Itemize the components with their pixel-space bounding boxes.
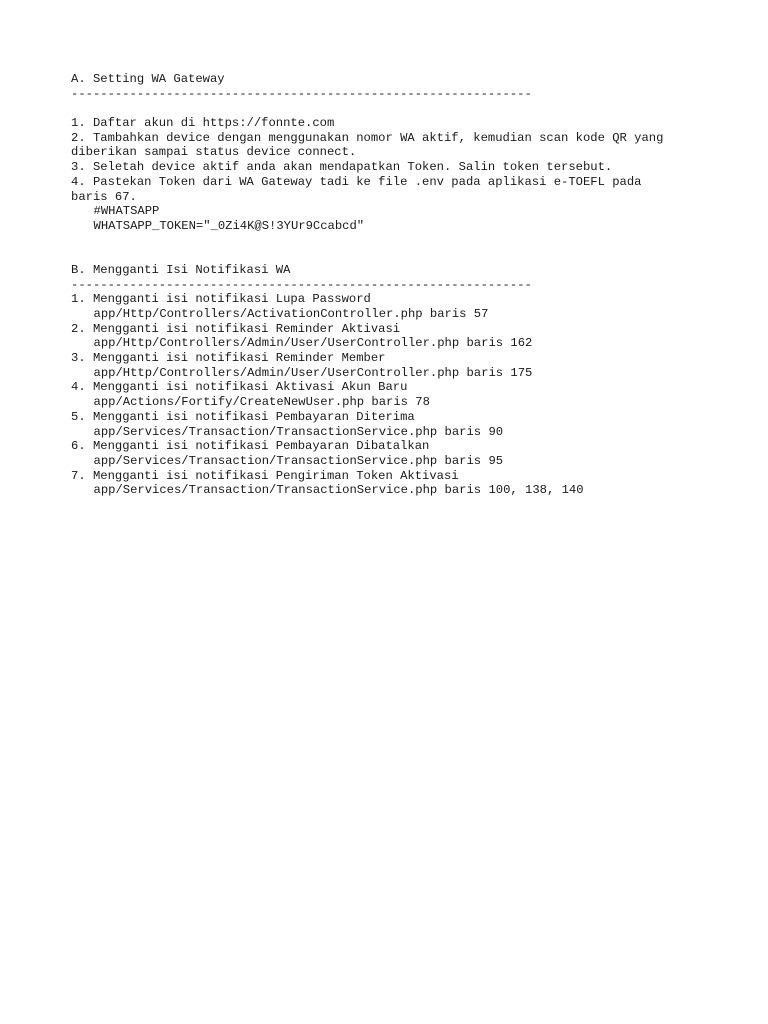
list-item-path: app/Http/Controllers/Admin/User/UserController.php baris 175 [93, 365, 533, 380]
document-page [71, 72, 731, 498]
list-item: 2. Mengganti isi notifikasi Reminder Aktivasi [71, 321, 401, 336]
list-item-path: app/Services/Transaction/TransactionService.php baris 100, 138, 140 [93, 483, 584, 498]
list-item-path: app/Http/Controllers/ActivationController.php baris 57 [93, 307, 489, 321]
list-item: 1. Mengganti isi notifikasi Lupa Password [71, 292, 371, 307]
spacer [71, 101, 731, 116]
section-b-divider: --------------------------------------------------------------- [71, 277, 532, 292]
step-4: 4. Pastekan Token dari WA Gateway tadi ke file .env pada aplikasi e-TOEFL pada [71, 174, 642, 189]
list-item: 5. Mengganti isi notifikasi Pembayaran Diterima [71, 409, 415, 424]
list-item: 6. Mengganti isi notifikasi Pembayaran Dibatalkan [71, 439, 430, 454]
list-item-path: app/Http/Controllers/Admin/User/UserController.php baris 162 [93, 336, 533, 351]
section-b-title: B. Mengganti Isi Notifikasi WA [71, 262, 291, 277]
list-item: 7. Mengganti isi notifikasi Pengiriman Token Aktivasi [71, 468, 459, 483]
step-1: 1. Daftar akun di https://fonnte.com [71, 116, 335, 131]
step-3: 3. Seletah device aktif anda akan mendapatkan Token. Salin token tersebut. [71, 160, 613, 175]
step-2-continued: diberikan sampai status device connect. [71, 145, 357, 160]
spacer [71, 234, 731, 249]
list-item: 3. Mengganti isi notifikasi Reminder Member [71, 351, 386, 366]
list-item-path: app/Actions/Fortify/CreateNewUser.php baris 78 [93, 395, 430, 410]
code-token: WHATSAPP_TOKEN="_0Zi4K@S!3YUr9Ccabcd" [93, 218, 365, 233]
list-item-path: app/Services/Transaction/TransactionService.php baris 95 [93, 453, 504, 468]
step-2: 2. Tambahkan device dengan menggunakan nomor WA aktif, kemudian scan kode QR yang [71, 130, 664, 145]
code-comment: #WHATSAPP [93, 204, 160, 219]
spacer [71, 248, 731, 263]
section-a-title: A. Setting WA Gateway [71, 72, 225, 86]
list-item: 4. Mengganti isi notifikasi Aktivasi Akun Baru [71, 380, 408, 395]
section-a-divider: --------------------------------------------------------------- [71, 86, 532, 101]
list-item-path: app/Services/Transaction/TransactionService.php baris 90 [93, 424, 504, 439]
step-4-continued: baris 67. [71, 189, 137, 204]
